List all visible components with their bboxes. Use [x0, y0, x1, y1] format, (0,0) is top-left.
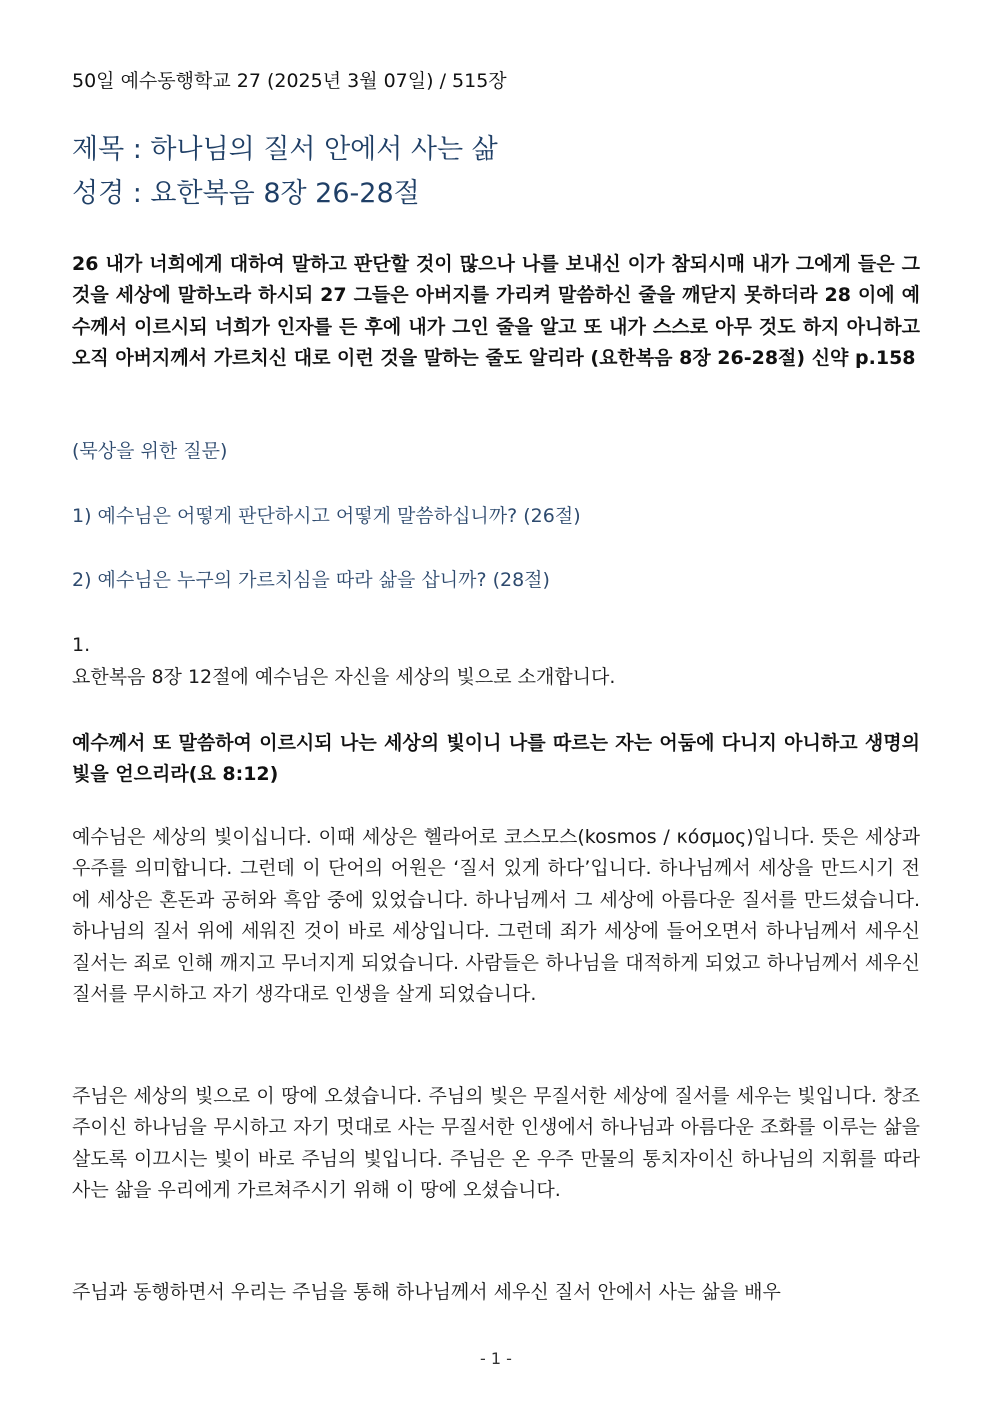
title-block — [72, 128, 498, 216]
document-header: 50일 예수동행학교 27 (2025년 3월 07일) / 515장 — [72, 70, 507, 92]
meditation-question-2: 2) 예수님은 누구의 가르치심을 따라 삶을 삽니까? (28절) — [72, 569, 550, 591]
paragraph-kosmos: 예수님은 세상의 빛이십니다. 이때 세상은 헬라어로 코스모스(kosmos / κόσμος)입니다. 뜻은 세상과 우주를 의미합니다. 그런데 이 단어의 어원은 ‘질서 있게 하다’입니다. 하나님께서 세상을 만드시기 전에 세상은 혼돈과 공허와 흑암 중에 있었습니다. 하나님께서 그 세상에 아름다운 질서를 만드셨습니다. 하나님의 질서 위에 세워진 것이 바로 세상입니다. 그런데 죄가 세상에 들어오면서 하나님께서 세우신 질서는 죄로 인해 깨지고 무너지게 되었습니다. 사람들은 하나님을 대적하게 되었고 하나님께서 세우신 질서를 무시하고 자기 생각대로 인생을 살게 되었습니다. — [72, 826, 920, 1006]
section-number: 1. — [72, 634, 91, 656]
sermon-title: 제목 : 하나님의 질서 안에서 사는 삶 — [72, 134, 498, 165]
scripture-passage: 26 내가 너희에게 대하여 말하고 판단할 것이 많으나 나를 보내신 이가 참되시매 내가 그에게 들은 그것을 세상에 말하노라 하시되 27 그들은 아버지를 가리켜 말씀하신 줄을 깨닫지 못하더라 28 이에 예수께서 이르시되 너희가 인자를 든 후에 내가 그인 줄을 알고 또 내가 스스로 아무 것도 하지 아니하고 오직 아버지께서 가르치신 대로 이런 것을 말하는 줄도 알리라 (요한복음 8장 26-28절) 신약 p.158 — [72, 253, 920, 370]
paragraph-light: 주님은 세상의 빛으로 이 땅에 오셨습니다. 주님의 빛은 무질서한 세상에 질서를 세우는 빛입니다. 창조주이신 하나님을 무시하고 자기 멋대로 사는 무질서한 인생에서 하나님과 아름다운 조화를 이루는 삶을 살도록 이끄시는 빛이 바로 주님의 빛입니다. 주님은 온 우주 만물의 통치자이신 하나님의 지휘를 따라 사는 삶을 우리에게 가르쳐주시기 위해 이 땅에 오셨습니다. — [72, 1085, 920, 1202]
section-intro: 요한복음 8장 12절에 예수님은 자신을 세상의 빛으로 소개합니다. — [72, 666, 616, 688]
paragraph-walking: 주님과 동행하면서 우리는 주님을 통해 하나님께서 세우신 질서 안에서 사는 삶을 배우 — [72, 1281, 781, 1303]
scripture-reference: 성경 : 요한복음 8장 26-28절 — [72, 178, 420, 209]
bible-quote: 예수께서 또 말씀하여 이르시되 나는 세상의 빛이니 나를 따르는 자는 어둠에 다니지 아니하고 생명의 빛을 얻으리라(요 8:12) — [72, 732, 920, 786]
page-number: - 1 - — [480, 1349, 512, 1368]
meditation-heading: (묵상을 위한 질문) — [72, 440, 228, 462]
meditation-question-1: 1) 예수님은 어떻게 판단하시고 어떻게 말씀하십니까? (26절) — [72, 505, 581, 527]
